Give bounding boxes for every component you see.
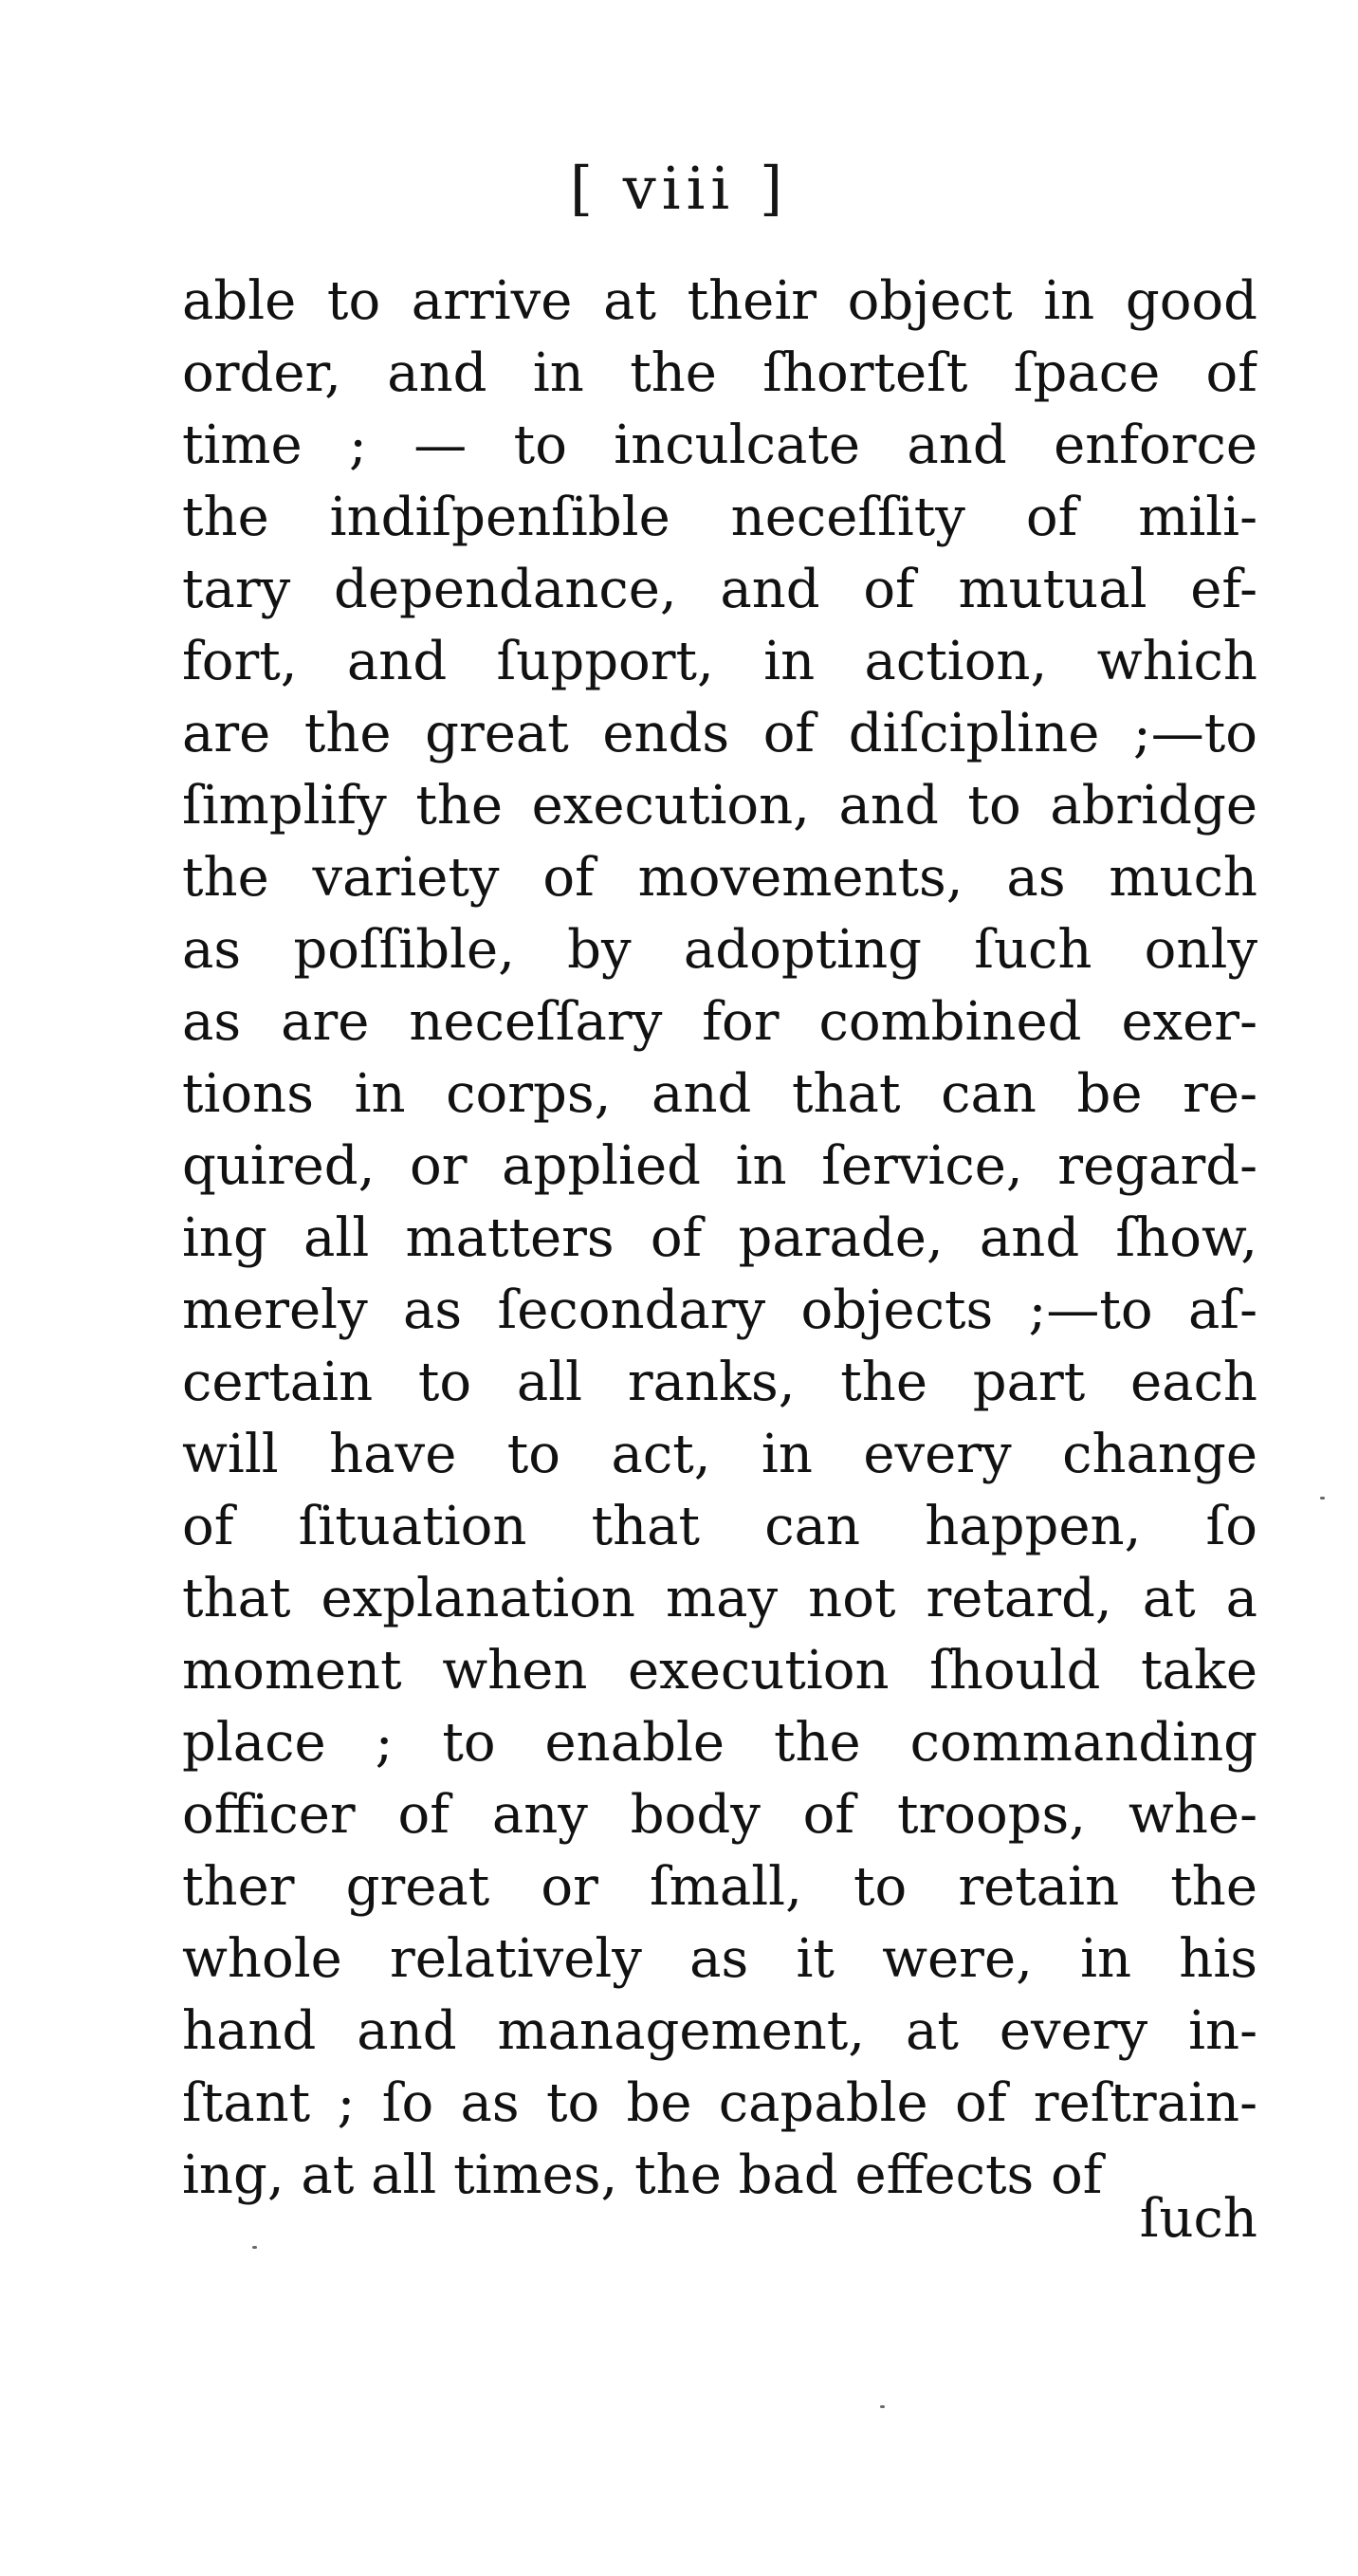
text-line: tions in corps, and that can be re- xyxy=(182,1063,1257,1125)
ink-speck xyxy=(880,2405,885,2408)
text-line: of ſituation that can happen, ſo xyxy=(182,1496,1257,1557)
text-line: ſtant ; ſo as to be capable of reſtrain- xyxy=(182,2072,1257,2134)
ink-speck xyxy=(252,2246,257,2249)
text-line: able to arrive at their object in good xyxy=(182,270,1257,332)
text-line: certain to all ranks, the part each xyxy=(182,1352,1257,1413)
text-line: merely as ſecondary objects ;—to aſ- xyxy=(182,1279,1257,1341)
text-line: whole relatively as it were, in his xyxy=(182,1928,1257,1990)
text-line: tary dependance, and of mutual ef- xyxy=(182,559,1257,620)
text-line: will have to act, in every change xyxy=(182,1424,1257,1485)
text-line: that explanation may not retard, at a xyxy=(182,1568,1257,1629)
text-line: ſimplify the execution, and to abridge xyxy=(182,775,1257,837)
catchword: ſuch xyxy=(1139,2188,1257,2250)
text-line: are the great ends of diſcipline ;—to xyxy=(182,703,1257,764)
text-line: ing all matters of parade, and ſhow, xyxy=(182,1207,1257,1269)
text-line: place ; to enable the commanding xyxy=(182,1712,1257,1774)
text-line: the variety of movements, as much xyxy=(182,847,1257,909)
page-number: [ viii ] xyxy=(569,154,789,223)
text-line: as poſſible, by adopting ſuch only xyxy=(182,919,1257,981)
text-line: the indiſpenſible neceſſity of mili- xyxy=(182,487,1257,548)
ink-speck xyxy=(1320,1497,1325,1500)
text-line: ing, at all times, the bad effects of xyxy=(182,2144,1103,2206)
text-line: quired, or applied in ſervice, regard- xyxy=(182,1135,1257,1197)
text-line: order, and in the ſhorteſt ſpace of xyxy=(182,342,1257,404)
text-line: time ; — to inculcate and enforce xyxy=(182,414,1257,476)
text-line: moment when execution ſhould take xyxy=(182,1640,1257,1702)
text-line: fort, and ſupport, in action, which xyxy=(182,631,1257,692)
text-line: officer of any body of troops, whe- xyxy=(182,1784,1257,1846)
body-text xyxy=(182,266,1257,2212)
text-line: hand and management, at every in- xyxy=(182,2000,1257,2062)
text-line: as are neceſſary for combined exer- xyxy=(182,991,1257,1053)
text-line: ther great or ſmall, to retain the xyxy=(182,1856,1257,1918)
